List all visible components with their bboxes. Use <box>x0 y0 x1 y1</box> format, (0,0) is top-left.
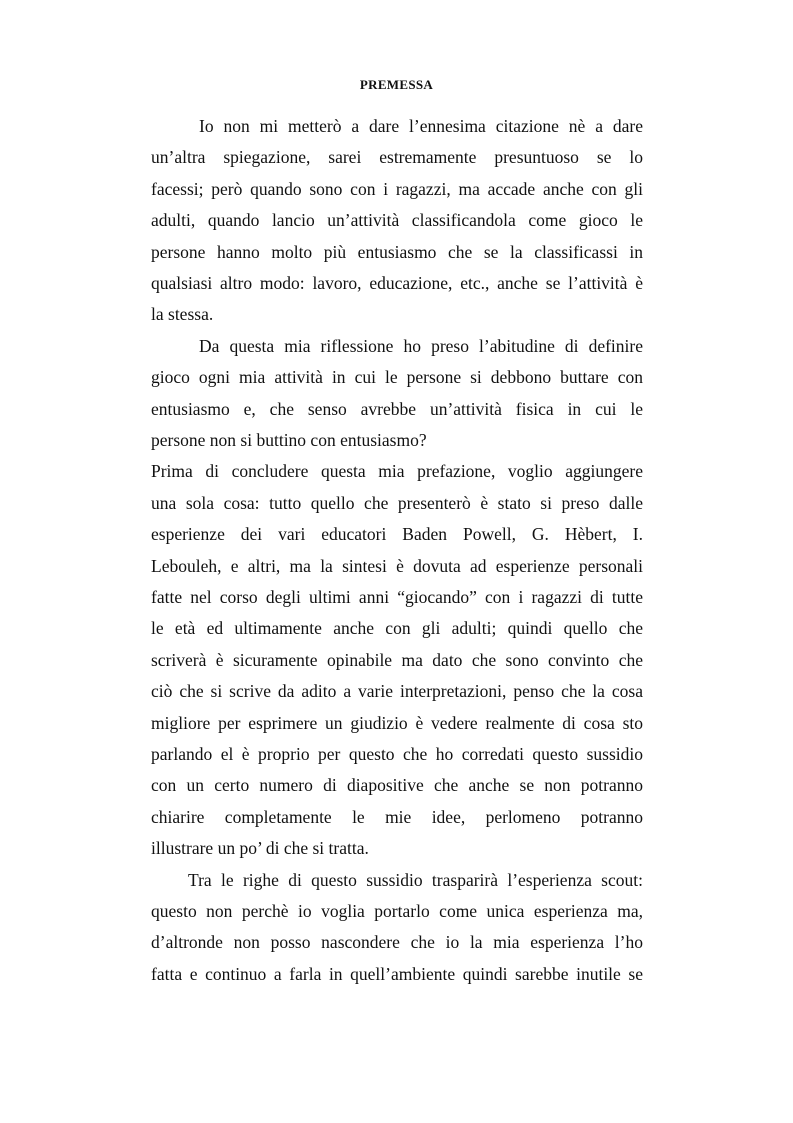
text-line: qualsiasi altro modo: lavoro, educazione, etc., anche se l’attività è <box>151 273 643 293</box>
text-line: Io non mi metterò a dare l’ennesima citazione nè a dare <box>199 116 643 136</box>
text-line: illustrare un po’ di che si tratta. <box>151 838 369 859</box>
text-line: d’altronde non posso nascondere che io la mia esperienza l’ho <box>151 932 643 953</box>
page-title: PREMESSA <box>359 77 434 92</box>
text-line: ciò che si scrive da adito a varie interpretazioni, penso che la cosa <box>151 681 643 702</box>
text-line: persone non si buttino con entusiasmo? <box>151 430 427 450</box>
text-line: Tra le righe di questo sussidio trasparirà l’esperienza scout: <box>188 869 643 890</box>
text-line: entusiasmo e, che senso avrebbe un’attività fisica in cui le <box>151 398 643 419</box>
text-line: adulti, quando lancio un’attività classificandola come gioco le <box>151 210 643 231</box>
text-line: le età ed ultimamente anche con gli adulti; quindi quello che <box>151 618 643 639</box>
text-line: un’altra spiegazione, sarei estremamente presuntuoso se lo <box>151 147 643 168</box>
text-line: Da questa mia riflessione ho preso l’abitudine di definire <box>199 335 643 356</box>
text-line: Prima di concludere questa mia prefazione, voglio aggiungere <box>151 461 643 482</box>
text-line: persone hanno molto più entusiasmo che se la classificassi in <box>151 241 643 262</box>
text-line: la stessa. <box>151 304 214 325</box>
text-line: con un certo numero di diapositive che anche se non potranno <box>151 775 643 796</box>
text-line: chiarire completamente le mie idee, perlomeno potranno <box>151 806 643 827</box>
text-line: parlando el è proprio per questo che ho corredati questo sussidio <box>151 744 643 764</box>
text-line: migliore per esprimere un giudizio è vedere realmente di cosa sto <box>151 712 643 733</box>
text-line: esperienze dei vari educatori Baden Powell, G. Hèbert, I. <box>151 524 643 545</box>
text-line: gioco ogni mia attività in cui le persone si debbono buttare con <box>151 367 643 388</box>
text-line: Lebouleh, e altri, ma la sintesi è dovuta ad esperienze personali <box>151 555 643 576</box>
text-line: scriverà è sicuramente opinabile ma dato che sono convinto che <box>151 649 643 670</box>
text-line: fatte nel corso degli ultimi anni “giocando” con i ragazzi di tutte <box>151 587 643 607</box>
text-line: questo non perchè io voglia portarlo come unica esperienza ma, <box>151 901 643 921</box>
text-line: fatta e continuo a farla in quell’ambiente quindi sarebbe inutile se <box>151 963 643 984</box>
text-line: facessi; però quando sono con i ragazzi, ma accade anche con gli <box>151 178 643 199</box>
text-line: una sola cosa: tutto quello che presenterò è stato si preso dalle <box>151 492 643 513</box>
